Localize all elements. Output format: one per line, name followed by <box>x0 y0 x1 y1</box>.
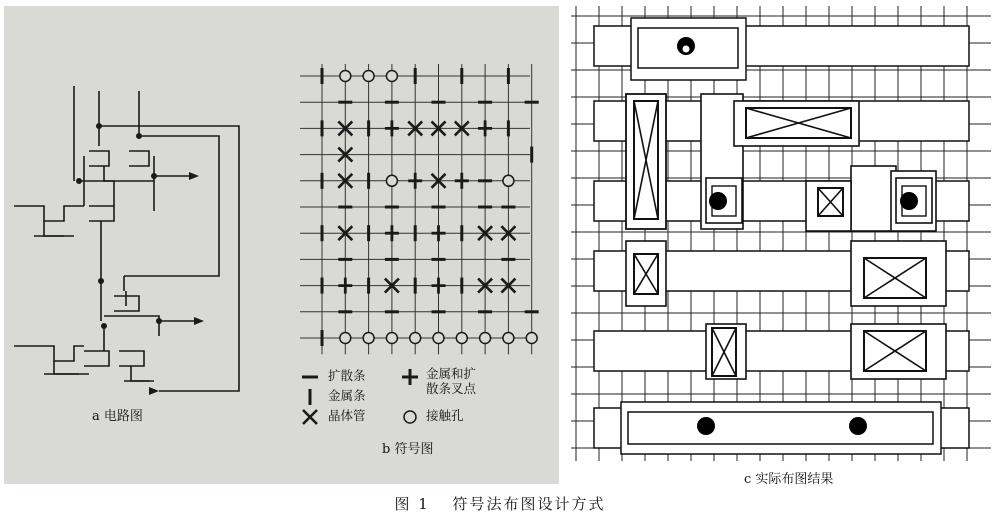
layout-diagram <box>566 6 996 484</box>
diffusion-bar-symbol <box>385 206 399 209</box>
metal-bar-symbol <box>414 225 417 241</box>
diffusion-bar-symbol <box>478 179 492 182</box>
diffusion-bar-symbol <box>338 206 352 209</box>
diffusion-bar-symbol <box>525 310 539 313</box>
legend-label-transistor: 晶体管 <box>328 408 366 423</box>
figure-number: 图 1 <box>394 495 430 513</box>
metal-bar-symbol <box>507 68 510 84</box>
diffusion-bar-symbol <box>432 258 446 261</box>
metal-bar-symbol <box>460 68 463 84</box>
metal-bar-symbol <box>414 68 417 84</box>
contact-hole-symbol <box>503 333 514 344</box>
crossing-symbol <box>338 278 352 294</box>
figure-title: 符号法布图设计方式 <box>452 495 606 513</box>
diffusion-bar-symbol <box>478 206 492 209</box>
circle-icon <box>400 408 420 426</box>
metal-bar-symbol <box>367 278 370 294</box>
diffusion-bar-symbol <box>501 258 515 261</box>
caption-panel-c: c 实际布图结果 <box>744 472 834 487</box>
contact-hole-symbol <box>433 333 444 344</box>
metal-bar-symbol <box>321 68 324 84</box>
metal-bar-symbol <box>414 278 417 294</box>
contact-hole-symbol <box>410 333 421 344</box>
vertical-bar-icon <box>300 388 320 406</box>
diffusion-bar-symbol <box>338 310 352 313</box>
crossing-symbol <box>478 120 492 136</box>
contact-hole-symbol <box>363 71 374 82</box>
diffusion-bar-symbol <box>478 310 492 313</box>
metal-column-right <box>851 166 896 231</box>
panel-layout-result <box>566 6 996 487</box>
diffusion-bar-symbol <box>501 206 515 209</box>
metal-bar-symbol <box>321 173 324 189</box>
crossing-symbol <box>385 120 399 136</box>
diffusion-bar-symbol <box>385 101 399 104</box>
diffusion-bar-symbol <box>338 101 352 104</box>
metal-bar-symbol <box>507 120 510 136</box>
rail-bottom-inner <box>628 412 933 444</box>
diffusion-bar-symbol <box>432 310 446 313</box>
diffusion-bar-symbol <box>385 258 399 261</box>
metal-bar-symbol <box>321 330 324 346</box>
diffusion-bar-symbol <box>525 101 539 104</box>
horizontal-bar-icon <box>300 368 320 386</box>
metal-bar-symbol <box>530 147 533 163</box>
symbol-diagram <box>4 6 559 484</box>
panel-circuit-and-symbol <box>4 6 559 484</box>
diffusion-bar-symbol <box>432 206 446 209</box>
contact-hole-symbol <box>503 175 514 186</box>
diffusion-bar-symbol <box>385 310 399 313</box>
contact-hole-symbol <box>526 333 537 344</box>
contact-hole-symbol <box>456 333 467 344</box>
contact-hole-symbol <box>480 333 491 344</box>
metal-bar-symbol <box>321 120 324 136</box>
diffusion-bar-symbol <box>478 101 492 104</box>
contact-hole-symbol <box>340 333 351 344</box>
legend-label-diffusion: 扩散条 <box>328 368 366 383</box>
crossing-symbol <box>385 225 399 241</box>
diffusion-bar-symbol <box>338 258 352 261</box>
figure-caption <box>0 493 1000 514</box>
metal-bar-symbol <box>460 278 463 294</box>
caption-panel-a: a 电路图 <box>92 409 143 424</box>
diffusion-bar-symbol <box>432 101 446 104</box>
contact-hole-symbol <box>386 71 397 82</box>
legend-label-crossing: 金属和扩 散条叉点 <box>426 366 477 396</box>
contact-hole-symbol <box>340 71 351 82</box>
contact-hole-symbol <box>386 333 397 344</box>
legend-label-metal: 金属条 <box>328 388 366 403</box>
metal-bar-symbol <box>367 173 370 189</box>
metal-bar-symbol <box>321 278 324 294</box>
metal-bar-symbol <box>321 225 324 241</box>
contact-dot-top-hole <box>683 46 690 53</box>
contact-dot-bottom-right <box>849 417 867 435</box>
metal-bar-symbol <box>367 225 370 241</box>
crossing-symbol <box>432 225 446 241</box>
metal-bar-symbol <box>367 120 370 136</box>
metal-bar-symbol <box>460 225 463 241</box>
crossing-symbol <box>432 278 446 294</box>
crossing-symbol <box>455 173 469 189</box>
x-mark-icon <box>300 408 320 426</box>
contact-hole-symbol <box>386 175 397 186</box>
contact-dot-mid-right <box>900 192 918 210</box>
contact-hole-symbol <box>363 333 374 344</box>
crossing-symbol <box>408 173 422 189</box>
caption-panel-b: b 符号图 <box>382 442 434 457</box>
contact-dot-mid-left <box>709 192 727 210</box>
plus-icon <box>400 368 420 386</box>
legend-label-contact: 接触孔 <box>426 408 464 423</box>
contact-dot-bottom-left <box>697 417 715 435</box>
